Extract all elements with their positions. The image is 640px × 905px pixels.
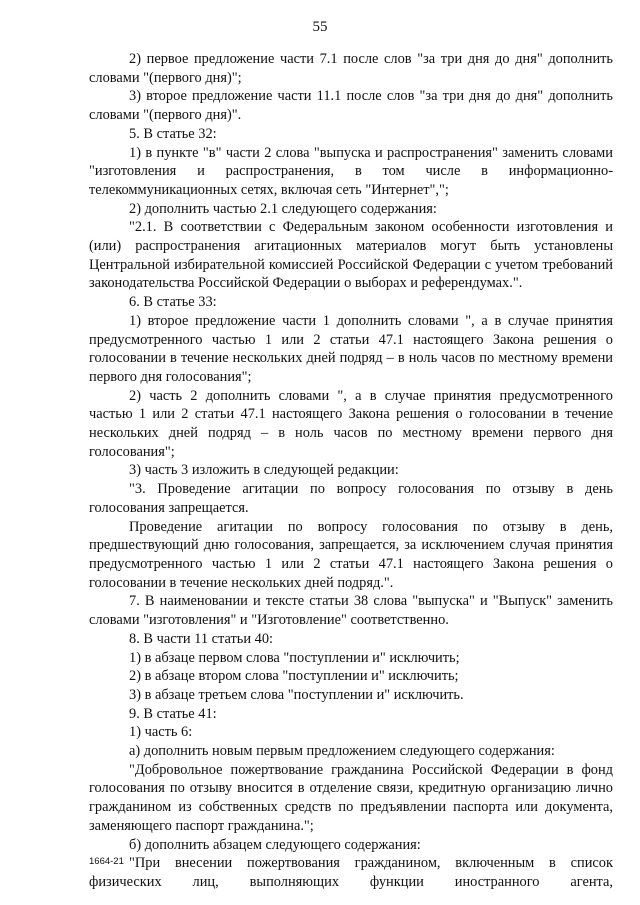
paragraph: "2.1. В соответствии с Федеральным законом особенности изготовления и (или) распространения агитационных материалов могут быть установлены Центральной избирательной комиссией Российской Федерации с учетом требований законодательства Российской Федерации о выборах и референдумах.".	[89, 219, 613, 292]
paragraph: 3) второе предложение части 11.1 после слов "за три дня до дня" дополнить словами "(первого дня)".	[89, 88, 613, 124]
paragraph: 9. В статье 41:	[129, 705, 217, 722]
page-number: 55	[312, 19, 328, 35]
paragraph: 2) дополнить частью 2.1 следующего содержания:	[129, 200, 437, 217]
paragraph: 1) второе предложение части 1 дополнить словами ", а в случае принятия предусмотренного частью 1 или 2 статьи 47.1 настоящего Закона решения о голосовании в течение нескольких дней подряд – в ноль часов по местному времени первого дня голосования";	[89, 312, 613, 385]
paragraph: "3. Проведение агитации по вопросу голосования по отзыву в день голосования запрещается.	[89, 481, 613, 516]
paragraph: 1) в пункте "в" части 2 слова "выпуска и распространения" заменить словами "изготовления и распространения, в том числе в информационно-телекоммуникационных сетях, включая сеть "Интернет",";	[89, 144, 613, 198]
paragraph: 2) часть 2 дополнить словами ", а в случае принятия предусмотренного частью 1 или 2 статьи 47.1 настоящего Закона решения о голосовании в течение нескольких дней подряд – в ноль часов по местному времени первого дня голосования";	[89, 387, 613, 460]
paragraph: 3) в абзаце третьем слова "поступлении и" исключить.	[129, 686, 464, 703]
paragraph: 7. В наименовании и тексте статьи 38 слова "выпуска" и "Выпуск" заменить словами "изготовления" и "Изготовление" соответственно.	[89, 593, 613, 629]
paragraph: "При внесении пожертвования гражданином, включенным в список физических лиц, выполняющих функции иностранного агента,	[89, 855, 613, 890]
paragraph: 3) часть 3 изложить в следующей редакции:	[129, 462, 399, 479]
paragraph: "Добровольное пожертвование гражданина Российской Федерации в фонд голосования по отзыву вносится в отделение связи, кредитную организацию лично гражданином из собственных средств по предъявлении паспорта или документа, заменяющего паспорт гражданина.";	[89, 761, 613, 834]
paragraph: 2) в абзаце втором слова "поступлении и" исключить;	[129, 668, 459, 685]
paragraph: 1) в абзаце первом слова "поступлении и" исключить;	[129, 649, 460, 666]
paragraph: а) дополнить новым первым предложением следующего содержания:	[129, 743, 555, 760]
paragraph: 1) часть 6:	[129, 724, 193, 741]
paragraph: 5. В статье 32:	[129, 125, 217, 142]
paragraph: Проведение агитации по вопросу голосования по отзыву в день, предшествующий дню голосования, запрещается, за исключением случая принятия предусмотренного частью 1 или 2 статьи 47.1 настоящего Закона решения о голосовании в течение нескольких дней подряд.".	[89, 518, 613, 591]
paragraph: 6. В статье 33:	[129, 294, 217, 311]
paragraph: 2) первое предложение части 7.1 после слов "за три дня до дня" дополнить словами "(первого дня)";	[89, 51, 613, 86]
document-body	[89, 50, 613, 892]
paragraph: 8. В части 11 статьи 40:	[129, 630, 274, 647]
document-code: 1664-21	[89, 856, 124, 867]
paragraph: б) дополнить абзацем следующего содержания:	[129, 836, 421, 853]
